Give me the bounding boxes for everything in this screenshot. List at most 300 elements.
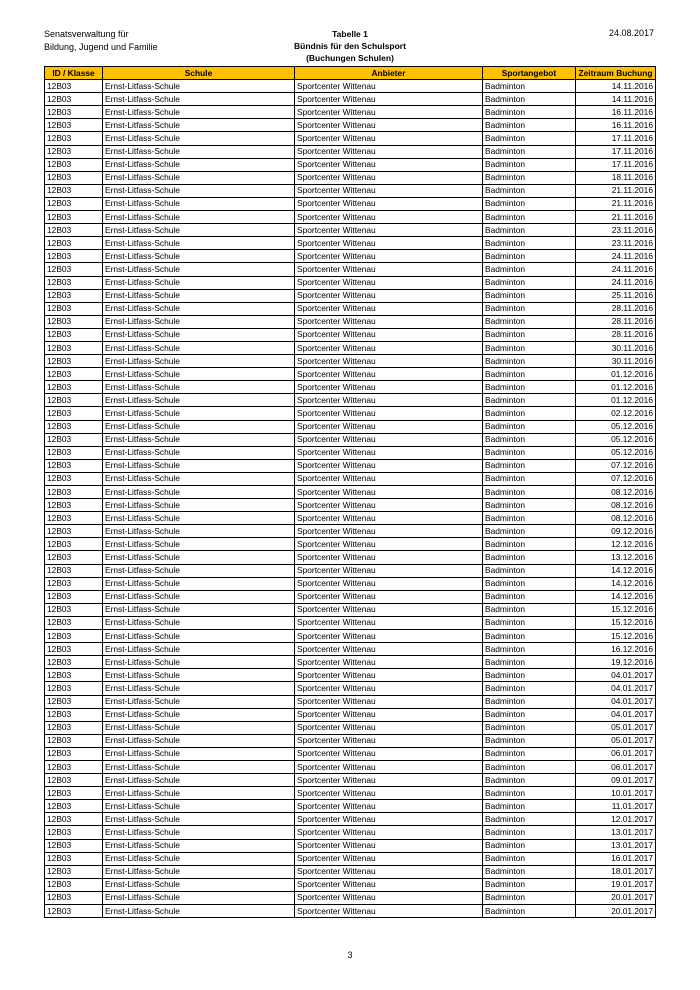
cell-provider: Sportcenter Wittenau — [295, 171, 483, 184]
table-row — [45, 80, 656, 93]
cell-school: Ernst-Litfass-Schule — [103, 787, 295, 800]
cell-school: Ernst-Litfass-Schule — [103, 145, 295, 158]
cell-sport: Badminton — [483, 525, 576, 538]
cell-sport: Badminton — [483, 774, 576, 787]
cell-school: Ernst-Litfass-Schule — [103, 237, 295, 250]
cell-id: 12B03 — [45, 708, 103, 721]
cell-provider: Sportcenter Wittenau — [295, 289, 483, 302]
cell-sport: Badminton — [483, 787, 576, 800]
table-row — [45, 237, 656, 250]
cell-id: 12B03 — [45, 630, 103, 643]
cell-school: Ernst-Litfass-Schule — [103, 119, 295, 132]
table-row — [45, 564, 656, 577]
cell-booking-date: 28.11.2016 — [576, 302, 656, 315]
cell-sport: Badminton — [483, 132, 576, 145]
cell-booking-date: 14.11.2016 — [576, 93, 656, 106]
cell-sport: Badminton — [483, 328, 576, 341]
cell-id: 12B03 — [45, 224, 103, 237]
cell-booking-date: 05.12.2016 — [576, 446, 656, 459]
cell-sport: Badminton — [483, 643, 576, 656]
cell-sport: Badminton — [483, 171, 576, 184]
cell-id: 12B03 — [45, 145, 103, 158]
cell-sport: Badminton — [483, 237, 576, 250]
table-row — [45, 747, 656, 760]
cell-id: 12B03 — [45, 211, 103, 224]
cell-booking-date: 01.12.2016 — [576, 381, 656, 394]
cell-school: Ernst-Litfass-Schule — [103, 734, 295, 747]
cell-booking-date: 14.11.2016 — [576, 80, 656, 93]
cell-school: Ernst-Litfass-Schule — [103, 695, 295, 708]
table-row — [45, 158, 656, 171]
table-row — [45, 420, 656, 433]
cell-booking-date: 02.12.2016 — [576, 407, 656, 420]
cell-provider: Sportcenter Wittenau — [295, 197, 483, 210]
cell-sport: Badminton — [483, 800, 576, 813]
cell-id: 12B03 — [45, 512, 103, 525]
cell-id: 12B03 — [45, 433, 103, 446]
cell-sport: Badminton — [483, 682, 576, 695]
cell-school: Ernst-Litfass-Schule — [103, 106, 295, 119]
table-row — [45, 499, 656, 512]
cell-sport: Badminton — [483, 826, 576, 839]
table-row — [45, 630, 656, 643]
cell-id: 12B03 — [45, 734, 103, 747]
table-row — [45, 341, 656, 354]
cell-school: Ernst-Litfass-Schule — [103, 905, 295, 918]
cell-booking-date: 17.11.2016 — [576, 158, 656, 171]
cell-booking-date: 05.12.2016 — [576, 433, 656, 446]
cell-school: Ernst-Litfass-Schule — [103, 132, 295, 145]
cell-sport: Badminton — [483, 538, 576, 551]
table-row — [45, 211, 656, 224]
cell-provider: Sportcenter Wittenau — [295, 525, 483, 538]
cell-sport: Badminton — [483, 669, 576, 682]
table-row — [45, 512, 656, 525]
table-row — [45, 486, 656, 499]
cell-id: 12B03 — [45, 774, 103, 787]
cell-provider: Sportcenter Wittenau — [295, 616, 483, 629]
cell-sport: Badminton — [483, 341, 576, 354]
cell-id: 12B03 — [45, 407, 103, 420]
table-row — [45, 250, 656, 263]
cell-school: Ernst-Litfass-Schule — [103, 472, 295, 485]
cell-sport: Badminton — [483, 852, 576, 865]
cell-id: 12B03 — [45, 525, 103, 538]
cell-sport: Badminton — [483, 813, 576, 826]
cell-school: Ernst-Litfass-Schule — [103, 865, 295, 878]
cell-provider: Sportcenter Wittenau — [295, 237, 483, 250]
cell-booking-date: 09.12.2016 — [576, 525, 656, 538]
cell-booking-date: 30.11.2016 — [576, 355, 656, 368]
cell-school: Ernst-Litfass-Schule — [103, 826, 295, 839]
cell-id: 12B03 — [45, 656, 103, 669]
cell-school: Ernst-Litfass-Schule — [103, 250, 295, 263]
table-row — [45, 800, 656, 813]
cell-school: Ernst-Litfass-Schule — [103, 774, 295, 787]
cell-id: 12B03 — [45, 184, 103, 197]
cell-id: 12B03 — [45, 826, 103, 839]
cell-id: 12B03 — [45, 747, 103, 760]
cell-school: Ernst-Litfass-Schule — [103, 760, 295, 773]
cell-provider: Sportcenter Wittenau — [295, 394, 483, 407]
table-row — [45, 184, 656, 197]
cell-school: Ernst-Litfass-Schule — [103, 407, 295, 420]
cell-school: Ernst-Litfass-Schule — [103, 708, 295, 721]
cell-sport: Badminton — [483, 499, 576, 512]
cell-booking-date: 04.01.2017 — [576, 682, 656, 695]
table-row — [45, 734, 656, 747]
cell-school: Ernst-Litfass-Schule — [103, 459, 295, 472]
cell-id: 12B03 — [45, 839, 103, 852]
column-header-school: Schule — [103, 67, 295, 80]
cell-school: Ernst-Litfass-Schule — [103, 630, 295, 643]
table-row — [45, 472, 656, 485]
cell-school: Ernst-Litfass-Schule — [103, 433, 295, 446]
cell-school: Ernst-Litfass-Schule — [103, 800, 295, 813]
table-row — [45, 459, 656, 472]
column-header-booking-date: Zeitraum Buchung — [576, 67, 656, 80]
table-row — [45, 682, 656, 695]
cell-sport: Badminton — [483, 106, 576, 119]
cell-id: 12B03 — [45, 80, 103, 93]
cell-booking-date: 15.12.2016 — [576, 603, 656, 616]
cell-sport: Badminton — [483, 695, 576, 708]
cell-booking-date: 04.01.2017 — [576, 708, 656, 721]
cell-provider: Sportcenter Wittenau — [295, 538, 483, 551]
cell-sport: Badminton — [483, 368, 576, 381]
cell-id: 12B03 — [45, 852, 103, 865]
cell-provider: Sportcenter Wittenau — [295, 407, 483, 420]
cell-provider: Sportcenter Wittenau — [295, 355, 483, 368]
cell-provider: Sportcenter Wittenau — [295, 93, 483, 106]
cell-id: 12B03 — [45, 106, 103, 119]
cell-provider: Sportcenter Wittenau — [295, 145, 483, 158]
cell-id: 12B03 — [45, 250, 103, 263]
cell-school: Ernst-Litfass-Schule — [103, 512, 295, 525]
table-row — [45, 590, 656, 603]
cell-booking-date: 21.11.2016 — [576, 184, 656, 197]
cell-booking-date: 25.11.2016 — [576, 289, 656, 302]
table-row — [45, 171, 656, 184]
cell-sport: Badminton — [483, 630, 576, 643]
cell-school: Ernst-Litfass-Schule — [103, 564, 295, 577]
cell-provider: Sportcenter Wittenau — [295, 80, 483, 93]
table-row — [45, 381, 656, 394]
cell-id: 12B03 — [45, 721, 103, 734]
cell-sport: Badminton — [483, 839, 576, 852]
table-row — [45, 878, 656, 891]
cell-school: Ernst-Litfass-Schule — [103, 394, 295, 407]
cell-booking-date: 08.12.2016 — [576, 512, 656, 525]
cell-booking-date: 13.12.2016 — [576, 551, 656, 564]
cell-id: 12B03 — [45, 276, 103, 289]
cell-id: 12B03 — [45, 800, 103, 813]
cell-provider: Sportcenter Wittenau — [295, 590, 483, 603]
cell-sport: Badminton — [483, 381, 576, 394]
table-body — [45, 80, 656, 918]
cell-id: 12B03 — [45, 695, 103, 708]
cell-school: Ernst-Litfass-Schule — [103, 289, 295, 302]
cell-provider: Sportcenter Wittenau — [295, 839, 483, 852]
cell-booking-date: 06.01.2017 — [576, 760, 656, 773]
table-row — [45, 708, 656, 721]
organization-name — [44, 28, 158, 54]
cell-booking-date: 10.01.2017 — [576, 787, 656, 800]
cell-provider: Sportcenter Wittenau — [295, 826, 483, 839]
cell-school: Ernst-Litfass-Schule — [103, 721, 295, 734]
cell-id: 12B03 — [45, 355, 103, 368]
cell-sport: Badminton — [483, 224, 576, 237]
cell-id: 12B03 — [45, 420, 103, 433]
cell-provider: Sportcenter Wittenau — [295, 302, 483, 315]
cell-sport: Badminton — [483, 564, 576, 577]
cell-provider: Sportcenter Wittenau — [295, 878, 483, 891]
cell-id: 12B03 — [45, 499, 103, 512]
cell-id: 12B03 — [45, 381, 103, 394]
cell-school: Ernst-Litfass-Schule — [103, 211, 295, 224]
cell-booking-date: 13.01.2017 — [576, 839, 656, 852]
cell-id: 12B03 — [45, 289, 103, 302]
cell-sport: Badminton — [483, 512, 576, 525]
cell-provider: Sportcenter Wittenau — [295, 865, 483, 878]
cell-provider: Sportcenter Wittenau — [295, 512, 483, 525]
cell-provider: Sportcenter Wittenau — [295, 747, 483, 760]
cell-sport: Badminton — [483, 289, 576, 302]
cell-school: Ernst-Litfass-Schule — [103, 93, 295, 106]
cell-sport: Badminton — [483, 878, 576, 891]
cell-sport: Badminton — [483, 708, 576, 721]
cell-id: 12B03 — [45, 760, 103, 773]
cell-booking-date: 05.12.2016 — [576, 420, 656, 433]
cell-provider: Sportcenter Wittenau — [295, 119, 483, 132]
column-header-id: ID / Klasse — [45, 67, 103, 80]
cell-provider: Sportcenter Wittenau — [295, 106, 483, 119]
table-row — [45, 224, 656, 237]
table-row — [45, 865, 656, 878]
cell-provider: Sportcenter Wittenau — [295, 669, 483, 682]
table-row — [45, 603, 656, 616]
cell-booking-date: 20.01.2017 — [576, 891, 656, 904]
table-header-row — [45, 67, 656, 80]
table-row — [45, 355, 656, 368]
cell-provider: Sportcenter Wittenau — [295, 551, 483, 564]
table-row — [45, 197, 656, 210]
cell-id: 12B03 — [45, 302, 103, 315]
cell-school: Ernst-Litfass-Schule — [103, 368, 295, 381]
cell-id: 12B03 — [45, 603, 103, 616]
cell-provider: Sportcenter Wittenau — [295, 760, 483, 773]
cell-provider: Sportcenter Wittenau — [295, 774, 483, 787]
cell-provider: Sportcenter Wittenau — [295, 381, 483, 394]
cell-sport: Badminton — [483, 590, 576, 603]
cell-booking-date: 04.01.2017 — [576, 669, 656, 682]
cell-id: 12B03 — [45, 538, 103, 551]
table-row — [45, 106, 656, 119]
cell-sport: Badminton — [483, 211, 576, 224]
cell-school: Ernst-Litfass-Schule — [103, 682, 295, 695]
table-row — [45, 368, 656, 381]
cell-id: 12B03 — [45, 878, 103, 891]
cell-id: 12B03 — [45, 486, 103, 499]
cell-school: Ernst-Litfass-Schule — [103, 499, 295, 512]
cell-school: Ernst-Litfass-Schule — [103, 171, 295, 184]
cell-school: Ernst-Litfass-Schule — [103, 197, 295, 210]
cell-booking-date: 12.12.2016 — [576, 538, 656, 551]
cell-id: 12B03 — [45, 865, 103, 878]
cell-booking-date: 14.12.2016 — [576, 590, 656, 603]
cell-booking-date: 18.01.2017 — [576, 865, 656, 878]
cell-sport: Badminton — [483, 472, 576, 485]
cell-school: Ernst-Litfass-Schule — [103, 891, 295, 904]
cell-sport: Badminton — [483, 656, 576, 669]
cell-provider: Sportcenter Wittenau — [295, 446, 483, 459]
table-row — [45, 538, 656, 551]
cell-sport: Badminton — [483, 263, 576, 276]
table-row — [45, 302, 656, 315]
cell-school: Ernst-Litfass-Schule — [103, 263, 295, 276]
table-row — [45, 145, 656, 158]
table-row — [45, 577, 656, 590]
cell-booking-date: 19.12.2016 — [576, 656, 656, 669]
table-row — [45, 132, 656, 145]
cell-provider: Sportcenter Wittenau — [295, 905, 483, 918]
cell-sport: Badminton — [483, 93, 576, 106]
cell-sport: Badminton — [483, 302, 576, 315]
cell-school: Ernst-Litfass-Schule — [103, 878, 295, 891]
cell-booking-date: 19.01.2017 — [576, 878, 656, 891]
cell-school: Ernst-Litfass-Schule — [103, 381, 295, 394]
table-row — [45, 891, 656, 904]
cell-school: Ernst-Litfass-Schule — [103, 813, 295, 826]
table-subtitle: Bündnis für den Schulsport — [294, 41, 406, 51]
column-header-sport: Sportangebot — [483, 67, 576, 80]
cell-booking-date: 07.12.2016 — [576, 459, 656, 472]
table-subtitle-2: (Buchungen Schulen) — [306, 53, 394, 63]
cell-id: 12B03 — [45, 813, 103, 826]
cell-booking-date: 24.11.2016 — [576, 276, 656, 289]
cell-id: 12B03 — [45, 341, 103, 354]
cell-booking-date: 21.11.2016 — [576, 197, 656, 210]
cell-school: Ernst-Litfass-Schule — [103, 590, 295, 603]
table-row — [45, 407, 656, 420]
table-row — [45, 433, 656, 446]
cell-id: 12B03 — [45, 472, 103, 485]
cell-id: 12B03 — [45, 682, 103, 695]
cell-provider: Sportcenter Wittenau — [295, 184, 483, 197]
cell-sport: Badminton — [483, 891, 576, 904]
cell-school: Ernst-Litfass-Schule — [103, 80, 295, 93]
cell-id: 12B03 — [45, 315, 103, 328]
organization-line-2: Bildung, Jugend und Familie — [44, 42, 158, 52]
table-row — [45, 721, 656, 734]
cell-provider: Sportcenter Wittenau — [295, 734, 483, 747]
cell-id: 12B03 — [45, 93, 103, 106]
cell-school: Ernst-Litfass-Schule — [103, 315, 295, 328]
table-row — [45, 774, 656, 787]
table-row — [45, 905, 656, 918]
table-row — [45, 93, 656, 106]
cell-id: 12B03 — [45, 328, 103, 341]
cell-school: Ernst-Litfass-Schule — [103, 224, 295, 237]
cell-sport: Badminton — [483, 276, 576, 289]
cell-provider: Sportcenter Wittenau — [295, 341, 483, 354]
cell-provider: Sportcenter Wittenau — [295, 420, 483, 433]
table-row — [45, 394, 656, 407]
document-date: 24.08.2017 — [608, 28, 654, 38]
cell-id: 12B03 — [45, 577, 103, 590]
cell-booking-date: 08.12.2016 — [576, 499, 656, 512]
cell-id: 12B03 — [45, 446, 103, 459]
cell-booking-date: 17.11.2016 — [576, 145, 656, 158]
cell-school: Ernst-Litfass-Schule — [103, 158, 295, 171]
cell-sport: Badminton — [483, 721, 576, 734]
cell-booking-date: 16.12.2016 — [576, 643, 656, 656]
cell-id: 12B03 — [45, 263, 103, 276]
cell-school: Ernst-Litfass-Schule — [103, 603, 295, 616]
cell-provider: Sportcenter Wittenau — [295, 132, 483, 145]
cell-id: 12B03 — [45, 394, 103, 407]
cell-provider: Sportcenter Wittenau — [295, 276, 483, 289]
cell-sport: Badminton — [483, 603, 576, 616]
cell-provider: Sportcenter Wittenau — [295, 459, 483, 472]
cell-sport: Badminton — [483, 747, 576, 760]
cell-sport: Badminton — [483, 145, 576, 158]
cell-sport: Badminton — [483, 80, 576, 93]
table-row — [45, 643, 656, 656]
cell-booking-date: 12.01.2017 — [576, 813, 656, 826]
cell-booking-date: 05.01.2017 — [576, 721, 656, 734]
cell-booking-date: 05.01.2017 — [576, 734, 656, 747]
cell-booking-date: 28.11.2016 — [576, 328, 656, 341]
document-title-block — [250, 28, 450, 64]
cell-sport: Badminton — [483, 119, 576, 132]
cell-id: 12B03 — [45, 891, 103, 904]
cell-provider: Sportcenter Wittenau — [295, 433, 483, 446]
cell-sport: Badminton — [483, 250, 576, 263]
cell-id: 12B03 — [45, 643, 103, 656]
cell-school: Ernst-Litfass-Schule — [103, 355, 295, 368]
cell-provider: Sportcenter Wittenau — [295, 695, 483, 708]
cell-booking-date: 24.11.2016 — [576, 263, 656, 276]
cell-sport: Badminton — [483, 355, 576, 368]
cell-provider: Sportcenter Wittenau — [295, 486, 483, 499]
cell-sport: Badminton — [483, 394, 576, 407]
cell-id: 12B03 — [45, 237, 103, 250]
cell-booking-date: 14.12.2016 — [576, 564, 656, 577]
cell-school: Ernst-Litfass-Schule — [103, 341, 295, 354]
cell-booking-date: 07.12.2016 — [576, 472, 656, 485]
cell-sport: Badminton — [483, 551, 576, 564]
cell-booking-date: 16.11.2016 — [576, 106, 656, 119]
cell-sport: Badminton — [483, 420, 576, 433]
cell-sport: Badminton — [483, 905, 576, 918]
cell-provider: Sportcenter Wittenau — [295, 603, 483, 616]
table-row — [45, 276, 656, 289]
table-row — [45, 826, 656, 839]
cell-id: 12B03 — [45, 171, 103, 184]
cell-school: Ernst-Litfass-Schule — [103, 538, 295, 551]
table-row — [45, 119, 656, 132]
organization-line-1: Senatsverwaltung für — [44, 29, 129, 39]
cell-sport: Badminton — [483, 486, 576, 499]
cell-id: 12B03 — [45, 787, 103, 800]
cell-sport: Badminton — [483, 616, 576, 629]
cell-provider: Sportcenter Wittenau — [295, 211, 483, 224]
cell-provider: Sportcenter Wittenau — [295, 643, 483, 656]
table-row — [45, 446, 656, 459]
table-title: Tabelle 1 — [332, 29, 368, 39]
cell-id: 12B03 — [45, 616, 103, 629]
